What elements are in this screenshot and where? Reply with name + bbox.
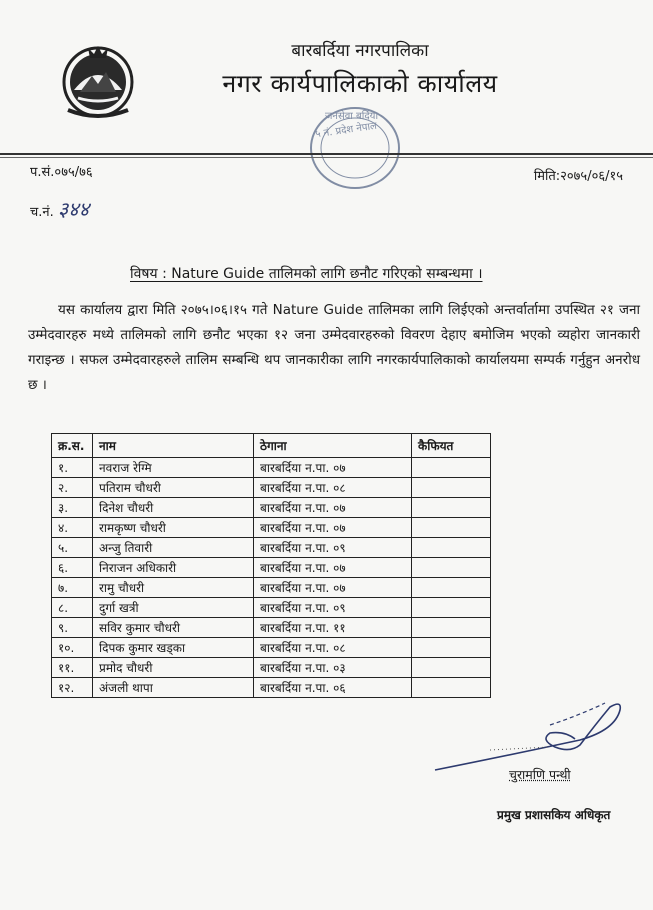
cell-remarks [412, 518, 491, 538]
table-row [52, 478, 491, 498]
cell-name: अंजली थापा [93, 678, 254, 698]
header-address: ठेगाना [254, 434, 412, 458]
table-row [52, 658, 491, 678]
cell-remarks [412, 658, 491, 678]
cell-remarks [412, 498, 491, 518]
letter-date: मिति:२०७५/०६/१५ [533, 169, 623, 184]
dispatch-number-handwritten: ३४४ [57, 197, 90, 221]
cell-address: बारबर्दिया न.पा. ०६ [254, 678, 412, 698]
cell-name: प्रमोद चौधरी [93, 658, 254, 678]
cell-name: रामकृष्ण चौधरी [93, 518, 254, 538]
stamp-line-2: ५ नं. प्रदेश नेपाल [314, 120, 378, 141]
table-row [52, 678, 491, 698]
candidates-table-body [52, 458, 491, 698]
cell-name: अन्जु तिवारी [93, 538, 254, 558]
cell-serial: १. [52, 458, 93, 478]
cell-address: बारबर्दिया न.पा. ११ [254, 618, 412, 638]
cell-name: रामु चौधरी [93, 578, 254, 598]
cell-remarks [412, 638, 491, 658]
cell-remarks [412, 598, 491, 618]
cell-serial: ४. [52, 518, 93, 538]
header-divider-thin [0, 157, 653, 158]
table-row [52, 578, 491, 598]
signer-name: चुरामणि पन्थी [509, 767, 571, 782]
cell-serial: ६. [52, 558, 93, 578]
dispatch-label: च.नं. [30, 205, 54, 220]
reference-number: प.सं.०७५/७६ [30, 165, 93, 180]
cell-address: बारबर्दिया न.पा. ०७ [254, 578, 412, 598]
cell-name: नवराज रेग्मि [93, 458, 254, 478]
cell-remarks [412, 558, 491, 578]
municipality-name: बारबर्दिया नगरपालिका [291, 41, 429, 61]
cell-remarks [412, 538, 491, 558]
cell-address: बारबर्दिया न.पा. ०७ [254, 558, 412, 578]
cell-serial: २. [52, 478, 93, 498]
nepal-emblem-logo [58, 40, 138, 120]
cell-name: दिनेश चौधरी [93, 498, 254, 518]
table-row [52, 538, 491, 558]
table-row [52, 458, 491, 478]
table-row [52, 518, 491, 538]
cell-address: बारबर्दिया न.पा. ०७ [254, 458, 412, 478]
cell-serial: ३. [52, 498, 93, 518]
cell-remarks [412, 458, 491, 478]
header-name: नाम [93, 434, 254, 458]
candidates-table [51, 433, 491, 698]
office-title: नगर कार्यपालिकाको कार्यालय [222, 69, 498, 98]
cell-name: सविर कुमार चौधरी [93, 618, 254, 638]
signer-designation: प्रमुख प्रशासकिय अधिकृत [497, 808, 611, 822]
cell-address: बारबर्दिया न.पा. ०८ [254, 478, 412, 498]
cell-remarks [412, 618, 491, 638]
cell-address: बारबर्दिया न.पा. ०९ [254, 538, 412, 558]
letter-body: यस कार्यालय द्वारा मिति २०७५।०६।१५ गते Nature Guide तालिमका लागि लिईएको अन्तर्वार्तामा उपस्थित २१ जना उम्मेदवारहरु मध्ये तालिमको लागि छनौट भएका १२ जना उम्मेदवारहरुको विवरण देहाए बमोजिम भएको व्यहोरा जानकारी गराइन्छ । सफल उम्मेदवारहरुले तालिम सम्बन्धि थप जानकारीका लागि नगरकार्यपालिकाको कार्यालयमा सम्पर्क गर्नुहुन अनरोध छ । [28, 302, 640, 393]
table-row [52, 618, 491, 638]
letter-subject: विषय : Nature Guide तालिमको लागि छनौट गरिएको सम्बन्धमा । [130, 266, 483, 282]
cell-serial: १२. [52, 678, 93, 698]
cell-remarks [412, 478, 491, 498]
table-row [52, 638, 491, 658]
office-stamp [285, 100, 425, 200]
table-row [52, 558, 491, 578]
cell-serial: ७. [52, 578, 93, 598]
table-header-row [52, 434, 491, 458]
cell-serial: ८. [52, 598, 93, 618]
header-remarks: कैफियत [412, 434, 491, 458]
cell-address: बारबर्दिया न.पा. ०८ [254, 638, 412, 658]
header-divider [0, 153, 653, 155]
cell-name: दिपक कुमार खड्का [93, 638, 254, 658]
cell-name: दुर्गा खत्री [93, 598, 254, 618]
cell-serial: ९. [52, 618, 93, 638]
cell-serial: ५. [52, 538, 93, 558]
cell-address: बारबर्दिया न.पा. ०७ [254, 518, 412, 538]
cell-address: बारबर्दिया न.पा. ०९ [254, 598, 412, 618]
cell-address: बारबर्दिया न.पा. ०७ [254, 498, 412, 518]
stamp-line-1: जनसेवा बर्दिया [325, 111, 379, 122]
header-serial: क्र.स. [52, 434, 93, 458]
cell-serial: ११. [52, 658, 93, 678]
cell-name: निराजन अधिकारी [93, 558, 254, 578]
table-row [52, 498, 491, 518]
table-row [52, 598, 491, 618]
cell-serial: १०. [52, 638, 93, 658]
cell-remarks [412, 578, 491, 598]
dispatch-number [30, 195, 89, 222]
cell-name: पतिराम चौधरी [93, 478, 254, 498]
cell-address: बारबर्दिया न.पा. ०३ [254, 658, 412, 678]
